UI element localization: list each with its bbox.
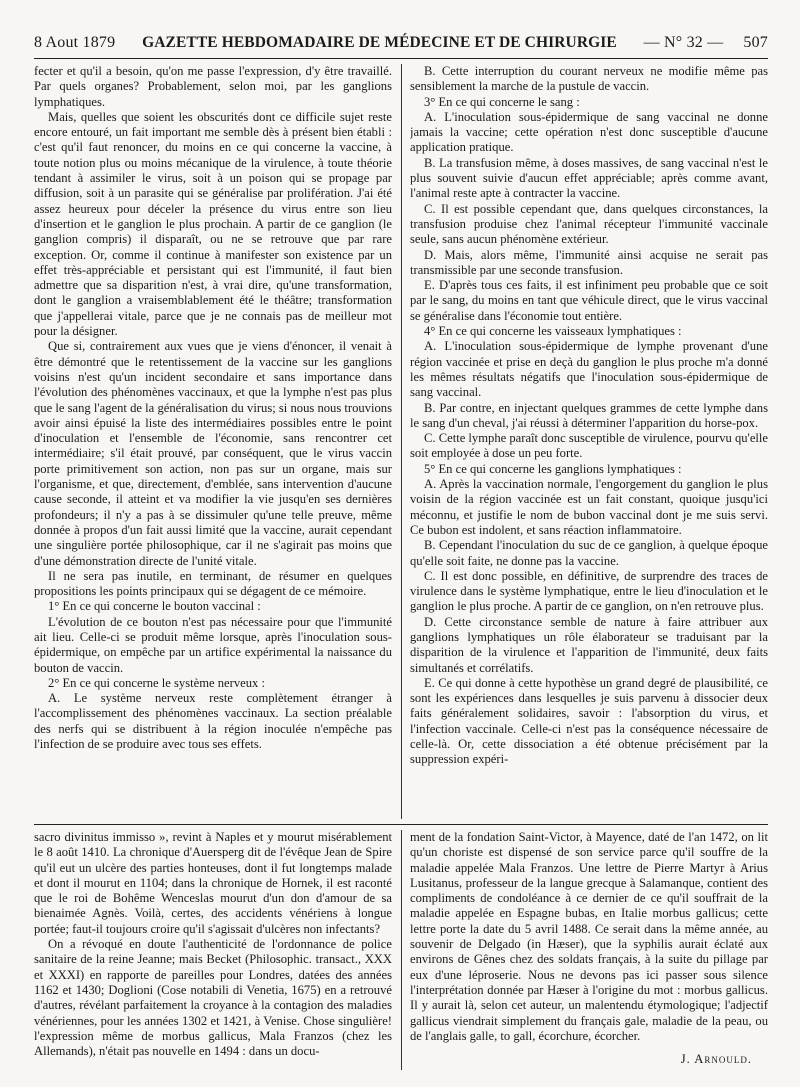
newspaper-page bbox=[34, 34, 768, 1074]
paragraph: B. La transfusion même, à doses massives, de sang vaccinal n'est le plus souvent suivie d'aucun effet appréciable; après comme avant, l'animal reste apte à contracter la vaccine. bbox=[410, 155, 768, 201]
paragraph: Il ne sera pas inutile, en terminant, de résumer en quelques propositions les points principaux qui se dégagent de ce mémoire. bbox=[34, 568, 392, 599]
paragraph: B. Par contre, en injectant quelques grammes de cette lymphe dans le sang d'un cheval, j'ai réussi à déterminer l'apparition du horse-pox. bbox=[410, 400, 768, 430]
header-rule bbox=[34, 58, 768, 59]
paragraph: A. L'inoculation sous-épidermique de sang vaccinal ne donne jamais la vaccine; cette opération n'est donc susceptible d'aucune application pratique. bbox=[410, 109, 768, 155]
paragraph: E. D'après tous ces faits, il est infiniment peu probable que ce soit par le sang, du moins en tant que véhicule direct, que le virus vaccinal se généralise dans l'économie tout entière. bbox=[410, 278, 768, 323]
section-heading: 3° En ce qui concerne le sang : bbox=[424, 94, 580, 109]
paragraph: C. Cette lymphe paraît donc susceptible de virulence, pourvu qu'elle soit employée à dose un peu forte. bbox=[410, 431, 768, 461]
column-divider bbox=[401, 830, 402, 1070]
running-header bbox=[34, 34, 768, 56]
journal-title: GAZETTE HEBDOMADAIRE DE MÉDECINE ET DE CHIRURGIE bbox=[142, 34, 617, 51]
paragraph: A. L'inoculation sous-épidermique de lymphe provenant d'une région vaccinée et prise en deçà du ganglion le plus proche m'a donné les mêmes résultats négatifs que l'inoculation sous-épidermique de sang vaccinal. bbox=[410, 339, 768, 400]
author-signature: J. Arnould. bbox=[680, 1052, 752, 1067]
section-heading: 1° En ce qui concerne le bouton vaccinal : bbox=[48, 599, 261, 614]
paragraph: A. Après la vaccination normale, l'engorgement du ganglion le plus voisin de la région vaccinée est un fait constant, quoique jusqu'ici méconnu, et justifie le nom de bubon vaccinal dont je me suis servi. Ce bubon est indolent, et sans réaction inflammatoire. bbox=[410, 477, 768, 537]
paragraph: L'évolution de ce bouton n'est pas nécessaire pour que l'immunité ait lieu. Celle-ci se produit même lorsque, après l'inoculation sous-épidermique, on empêche par un artifice expérimental la naissance du bouton de vaccin. bbox=[34, 614, 392, 675]
section-heading: 2° En ce qui concerne le système nerveux : bbox=[48, 675, 265, 690]
column-lower-left bbox=[34, 830, 392, 1070]
column-upper-right bbox=[410, 64, 768, 819]
paragraph: On a révoqué en doute l'authenticité de l'ordonnance de police sanitaire de la reine Jeanne; mais Becket (Philosophic. transact., XXX et XXXI) en rapporte de pareilles pour Londres, datées des années 1162 et 1430; Doglioni (Cose notabili di Venetia, 1675) en a retrouvé d'autres, révélant parfaitement la croyance à la contagion des maladies vénériennes, pour les années 1302 et 1421, à Venise. Chose singulière! l'expression même de morbus gallicus, Mala Franzos (chez les Allemands), n'était pas nouvelle en 1494 : dans un docu- bbox=[34, 937, 392, 1059]
paragraph: B. Cette interruption du courant nerveux ne modifie même pas sensiblement la marche de la pustule de vaccin. bbox=[410, 64, 768, 94]
column-divider bbox=[401, 64, 402, 819]
paragraph: sacro divinitus immisso », revint à Naples et y mourut misérablement le 8 août 1410. La chronique d'Auersperg dit de l'évêque Jean de Spire qu'il eut un ulcère des parties honteuses, dont il fut longtemps malade et dont il mourut en 1104; dans la chronique de Hornek, il est raconté que le roi de Bohême Wenceslas mourut d'un don d'amour de sa bienaimée Agnès. Voilà, certes, des accidents vénériens à longue portée; faut-il toujours croire qu'il s'agissait d'ulcères non infectants? bbox=[34, 830, 392, 936]
feuilleton-rule bbox=[34, 824, 768, 825]
paragraph: ment de la fondation Saint-Victor, à Mayence, daté de l'an 1472, on lit qu'un choriste est dispensé de son service parce qu'il souffre de la maladie appelée Mala Franzos. Une lettre de Pierre Martyr à Arius Lusitanus, professeur de la langue grecque à Salamanque, contient des compliments de condoléance à ce dernier de ce qu'il souffrait de la maladie appelée en Espagne bubas, en Italie morbus gallicus; cette lettre porte la date du 5 avril 1488. Ce serait dans la même année, au souvenir de Delgado (in Hæser), que la syphilis aurait éclaté aux environs de Gênes chez des soldats français, à la suite du pillage par eux d'une léproserie. Nous ne devons pas ici passer sous silence l'interprétation donnée par Hæser à l'origine du mot : morbus gallicus. Il y aurait là, selon cet auteur, un malentendu étymologique; l'adjectif gallicus viendrait simplement du français gale, maladie de la peau, ou de l'anglais galle, to gall, écorchure, écorcher. bbox=[410, 830, 768, 1043]
page-number: 507 bbox=[743, 34, 768, 51]
column-upper-left bbox=[34, 64, 392, 819]
paragraph: Mais, quelles que soient les obscurités dont ce difficile sujet reste encore entouré, un fait important me semble dès à présent bien établi : c'est qu'il faut renoncer, du moins en ce qui concerne la vaccine, à toute notion plus ou moins mécanique de la virulence, à toute théorie tendant à assimiler le virus, soit à un poison qui se propage par diffusion, soit à un parasite qui se généralise par prolifération. J'ai été assez heureux pour déceler la présence du virus entre son lieu d'insertion et le ganglion le plus prochain. A partir de ce ganglion (le ganglion compris) il disparaît, ou ne se retrouve que par rare exception. Or, comme il continue à manifester son existence par un effet très-appréciable et persistant qui est l'immunité, il faut bien admettre que sa disparition n'est, à vrai dire, qu'une transformation, dont le ganglion a vraisemblablement été le théâtre; transformation que j'appellerai vitale, parce que je ne connais pas de meilleur mot pour la désigner. bbox=[34, 109, 392, 339]
paragraph: B. Cependant l'inoculation du suc de ce ganglion, à quelque époque qu'elle soit faite, ne donne pas la vaccine. bbox=[410, 538, 768, 568]
paragraph: Que si, contrairement aux vues que je viens d'énoncer, il venait à être démontré que le retentissement de la vaccine sur les ganglions voisins n'est qu'un incident secondaire et sans importance dans l'évolution des phénomènes vaccinaux, et que la lymphe n'est pas plus que le sang l'agent de la généralisation du virus; si nous nous trouvions avoir ainsi épuisé la liste des intermédiaires possibles entre le point d'inoculation et l'ensemble de l'économie, sans rencontrer cet intermédiaire; s'il était prouvé, par conséquent, que le virus vaccin porte primitivement son action, non pas sur un organe, mais sur l'organisme, et que, directement, d'emblée, sans intervention d'aucune cause seconde, il atteint et va modifier la vie jusqu'en ses dernières profondeurs; il n'y a pas à se dissimuler qu'une telle preuve, même donnée à propos d'un fait aussi limité que la vaccine, aurait cependant une singulière portée philosophique, car il ne s'agirait pas moins que d'une démonstration directe de l'unité vitale. bbox=[34, 339, 392, 568]
paragraph: D. Cette circonstance semble de nature à faire attribuer aux ganglions lymphatiques un rôle élaborateur se traduisant par la disparition de la virulence et l'apparition de l'immunité, deux faits simultanés et corrélatifs. bbox=[410, 614, 768, 675]
issue-number: — N° 32 — bbox=[643, 34, 724, 51]
section-heading: 4° En ce qui concerne les vaisseaux lymphatiques : bbox=[424, 324, 682, 339]
header-date: 8 Aout 1879 bbox=[34, 34, 116, 51]
paragraph: fecter et qu'il a besoin, qu'on me passe l'expression, d'y être travaillé. Par quels organes? Probablement, selon moi, par les ganglions lymphatiques. bbox=[34, 64, 392, 109]
paragraph: A. Le système nerveux reste complètement étranger à l'accomplissement des phénomènes vaccinaux. La section préalable des nerfs qui se distribuent à la région inoculée n'empêche pas l'infection de se produire avec tous ses effets. bbox=[34, 691, 392, 752]
paragraph: E. Ce qui donne à cette hypothèse un grand degré de plausibilité, ce sont les expériences dans lesquelles je suis parvenu à dissocier deux faits généralement solidaires, savoir : l'absorption du virus, et l'infection vaccinale. Celle-ci n'est pas la conséquence nécessaire de celle-là. Or, cette dissociation a été obtenue précisément par la suppression expéri- bbox=[410, 675, 768, 767]
paragraph: C. Il est donc possible, en définitive, de surprendre des traces de virulence dans le système lymphatique, entre le lieu d'inoculation et le ganglion le plus proche. A partir de ce ganglion, on n'en retrouve plus. bbox=[410, 568, 768, 614]
paragraph: C. Il est possible cependant que, dans quelques circonstances, la transfusion produise chez l'animal récepteur l'immunité vaccinale seule, sans aucun phénomène extérieur. bbox=[410, 201, 768, 247]
paragraph: D. Mais, alors même, l'immunité ainsi acquise ne serait pas transmissible par une seconde transfusion. bbox=[410, 247, 768, 277]
column-lower-right bbox=[410, 830, 768, 1070]
section-heading: 5° En ce qui concerne les ganglions lymphatiques : bbox=[424, 461, 682, 476]
